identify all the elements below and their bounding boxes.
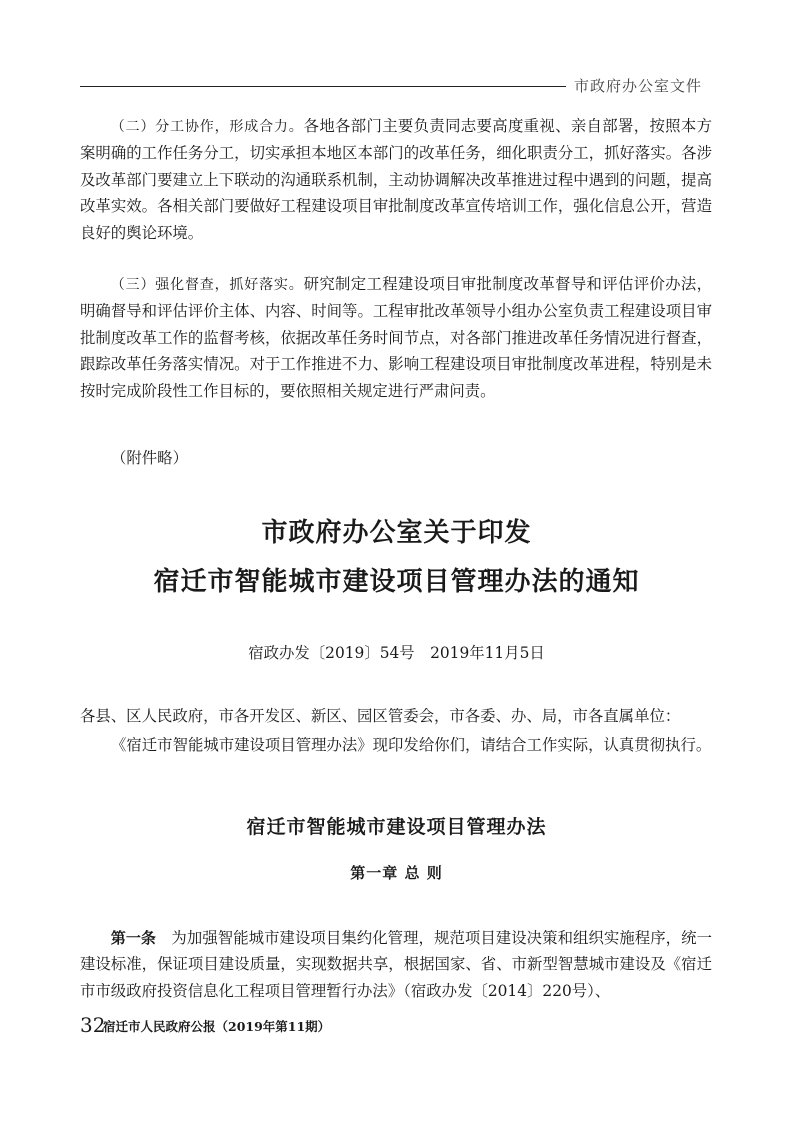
notice-title-line2: 宿迁市智能城市建设项目管理办法的通知 [153, 567, 640, 597]
attachment-note: （附件略） [111, 449, 188, 467]
section-three-text: 研究制定工程建设项目审批制度改革督导和评估评价办法，明确督导和评估评价主体、内容、时间等。工程审批改革领导小组办公室负责工程建设项目审批制度改革工作的监督考核，依据改革任务时间节点，对各部门推进改革任务情况进行督查，跟踪改革任务落实情况。对于工作推进不力、影响工程建设项目审批制度改革进程，特别是未按时完成阶段性工作目标的，要依照相关规定进行严肃问责。 [80, 275, 712, 400]
chapter-heading: 第一章 总 则 [350, 864, 443, 882]
section-two-paragraph [80, 113, 712, 246]
section-two-text: 各地各部门主要负责同志要高度重视、亲自部署，按照本方案明确的工作任务分工，切实承担本地区本部门的改革任务，细化职责分工，抓好落实。各涉及改革部门要建立上下联动的沟通联系机制，主动协调解决改革推进过程中遇到的问题，提高改革实效。各相关部门要做好工程建设项目审批制度改革宣传培训工作，强化信息公开，营造良好的舆论环境。 [80, 117, 712, 242]
journal-name: 宿迁市人民政府公报（2019年第11期） [103, 1019, 331, 1034]
document-number: 宿政办发〔2019〕54号 2019年11月5日 [248, 644, 545, 662]
section-three-paragraph [80, 271, 712, 404]
notice-title-line1: 市政府办公室关于印发 [261, 518, 532, 548]
section-two-lead: （二）分工协作，形成合力。 [110, 119, 304, 135]
article-text: 为加强智能城市建设项目集约化管理，规范项目建设决策和组织实施程序，统一建设标准，保证项目建设质量，实现数据共享，根据国家、省、市新型智慧城市建设及《宿迁市市级政府投资信息化工程项目管理暂行办法》（宿政办发〔2014〕220号）、 [80, 929, 712, 1000]
regulation-title: 宿迁市智能城市建设项目管理办法 [246, 815, 547, 838]
addressee: 各县、区人民政府，市各开发区、新区、园区管委会，市各委、办、局，市各直属单位： [80, 707, 681, 725]
running-header: 市政府办公室文件 [574, 77, 703, 95]
article-label: 第一条 [110, 929, 156, 947]
section-three-lead: （三）强化督查，抓好落实。 [110, 277, 304, 293]
notice-body: 《宿迁市智能城市建设项目管理办法》现印发给你们，请结合工作实际，认真贯彻执行。 [111, 736, 712, 754]
article-one-paragraph [80, 925, 712, 1004]
page-number: 32 [80, 1013, 106, 1037]
header-rule [80, 86, 566, 87]
